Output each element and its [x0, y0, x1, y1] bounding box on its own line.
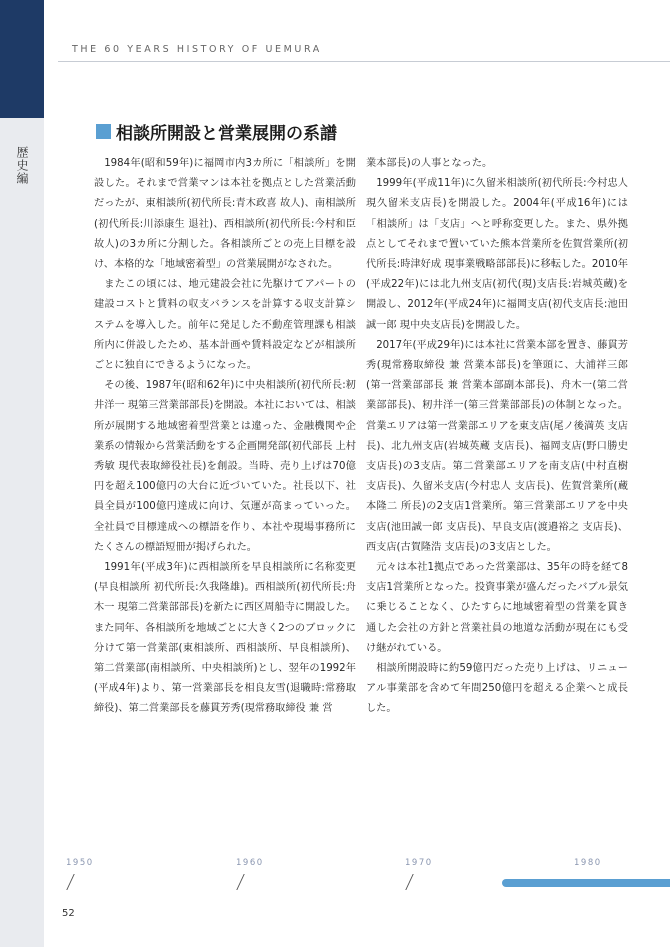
left-column: [94, 154, 356, 720]
sidebar-section-label: 歴史編: [15, 146, 29, 185]
header-rule: [58, 61, 670, 62]
paragraph-continuation: 業本部長)の人事となった。: [366, 158, 493, 169]
paragraph: 1999年(平成11年)に久留米相談所(初代所長:今村忠人 現久留米支店長)を開設した。2004年(平成16年)には「相談所」は「支店」へと呼称変更した。また、県外拠点としてそれまで置いていた熊本営業所を佐賀営業所(初代所長:時津好成 現事業戦略部部長)に移転した。2010年(平成22年)には北九州支店(初代(現)支店長:岩城英蔵)を開設し、2012年(平成24年)に福岡支店(初代支店長:池田誠一郎 現中央支店長)を開設した。: [366, 178, 628, 331]
timeline-tick: [66, 874, 74, 890]
sidebar: [0, 0, 44, 947]
right-column: [366, 154, 628, 720]
paragraph: 2017年(平成29年)には本社に営業本部を置き、藤貫芳秀(現常務取締役 兼 営業本部長)を筆頭に、大浦祥三郎(第一営業部部長 兼 営業本部副本部長)、舟木一(第二営業部部長)、籾井洋一(第三営業部部長)の体制となった。営業エリアは第一営業部エリアを東支店(尾ノ後満英 支店長)、北九州支店(岩城英蔵 支店長)、福岡支店(野口勝史 支店長)の3支店。第二営業部エリアを南支店(中村直樹 支店長)、久留米支店(今村忠人 支店長)、佐賀営業所(蔵本隆二 所長)の2支店1営業所。第三営業部エリアを中央支店(池田誠一郎 支店長)、早良支店(渡邉裕之 支店長)、西支店(古賀隆浩 支店長)の3支店とした。: [366, 339, 628, 553]
paragraph: その後、1987年(昭和62年)に中央相談所(初代所長:籾井洋一 現第三営業部部長)を開設。本社においては、相談所が展開する地域密着型営業とは違った、金融機関や企業系の情報から営業活動をする企画開発部(初代部長 上村秀敏 現代表取締役社長)を創設。当時、売り上げは70億円を超え100億円の大台に近づいていた。社長以下、社員全員が100億円達成に向け、気運が高まっていった。全社員で目標達成への標語を作り、本社や現場事務所にたくさんの標語短冊が掲げられた。: [94, 380, 356, 553]
timeline-highlight-bar: [502, 879, 670, 887]
paragraph: 1984年(昭和59年)に福岡市内3カ所に「相談所」を開設した。それまで営業マンは本社を拠点とした営業活動だったが、東相談所(初代所長:青木政喜 故人)、南相談所(初代所長:川添康生 退社)、西相談所(初代所長:今村和臣 故人)の3カ所に分割した。各相談所ごとの売上目標を設け、本格的な「地域密着型」の営業展開がなされた。: [94, 158, 356, 271]
page-number: 52: [62, 908, 75, 919]
timeline-year-label: 1980: [574, 858, 602, 868]
timeline-tick: [405, 874, 413, 890]
timeline-tick: [236, 874, 244, 890]
timeline-year-label: 1960: [236, 858, 264, 868]
paragraph: 1991年(平成3年)に西相談所を早良相談所に名称変更(早良相談所 初代所長:久我隆雄)。西相談所(初代所長:舟木一 現第二営業部部長)を新たに西区周船寺に開設した。また同年、各相談所を地域ごとに大きく2つのブロックに分けて第一営業部(東相談所、西相談所、早良相談所)、第二営業部(南相談所、中央相談所)とし、翌年の1992年(平成4年)より、第一営業部長を相良友雪(退職時:常務取締役)、第二営業部長を藤貫芳秀(現常務取締役 兼 営: [94, 562, 356, 715]
section-title-text: 相談所開設と営業展開の系譜: [116, 123, 337, 144]
section-title: [96, 118, 337, 144]
paragraph: 相談所開設時に約59億円だった売り上げは、リニューアル事業部を含めて年間250億円を超える企業へと成長した。: [366, 663, 628, 715]
timeline-year-label: 1970: [405, 858, 433, 868]
sidebar-navy-block: [0, 0, 44, 118]
title-square-icon: [96, 124, 111, 139]
paragraph: 元々は本社1拠点であった営業部は、35年の時を経て8支店1営業所となった。投資事業が盛んだったバブル景気に乗じることなく、ひたすらに地域密着型の営業を貫き通した会社の方針と営業社員の地道な活動が現在にも受け継がれている。: [366, 562, 628, 654]
timeline-year-label: 1950: [66, 858, 94, 868]
decade-timeline: [58, 852, 670, 894]
paragraph: またこの頃には、地元建設会社に先駆けてアパートの建設コストと賃料の収支バランスを計算する収支計算システムを導入した。前年に発足した不動産管理課も相談所内に併設したため、基本計画や賃料設定などが相談所ごとに独自にできるようになった。: [94, 279, 356, 372]
running-header: THE 60 YEARS HISTORY OF UEMURA: [72, 44, 322, 55]
